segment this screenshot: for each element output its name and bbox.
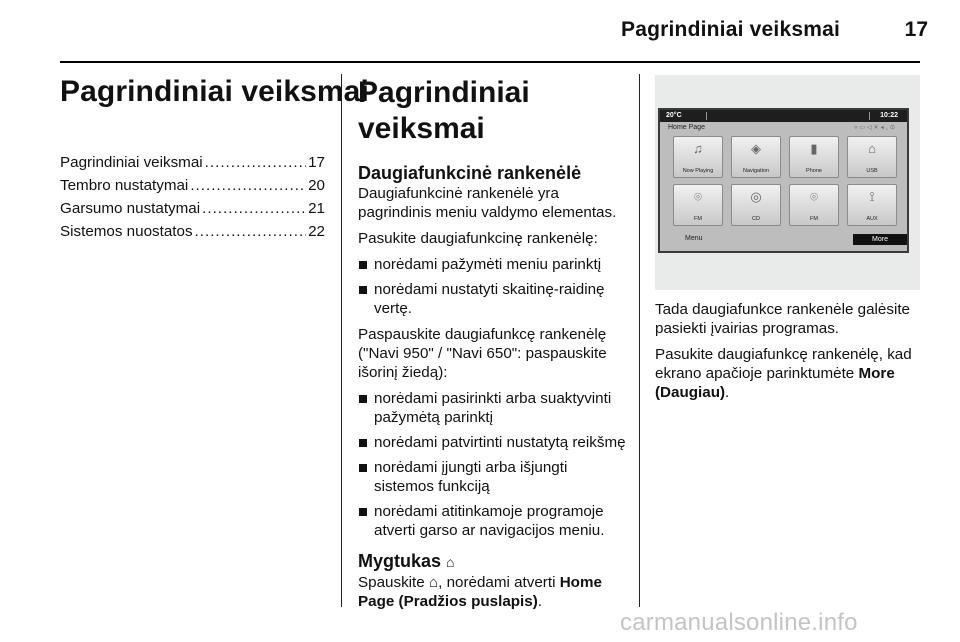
right-column: [655, 300, 927, 409]
toc-entry[interactable]: Pagrindiniai veiksmai ..... 17: [60, 151, 325, 174]
paragraph: Tada daugiafunkce rankenėle galėsite pasiekti įvairias programas.: [655, 301, 910, 337]
menu-button[interactable]: Menu: [685, 235, 703, 242]
tile-now-playing[interactable]: ♫ Now Playing: [673, 136, 723, 178]
tile-aux[interactable]: ⟟ AUX: [847, 184, 897, 226]
toc-entry[interactable]: Sistemos nuostatos ..... 22: [60, 220, 325, 243]
more-button[interactable]: More: [853, 234, 907, 245]
section-heading: Mygtukas ⌂: [358, 551, 455, 571]
list-item: norėdami pasirinkti arba suaktyvinti pažymėtą parinktį: [358, 389, 630, 427]
table-of-contents: [60, 151, 325, 243]
header-rule: [60, 61, 920, 63]
main-column: [358, 75, 630, 618]
paragraph: Spauskite ⌂, norėdami atverti Home Page (Pradžios puslapis).: [358, 574, 602, 610]
page-number: 17: [904, 18, 928, 41]
temperature-readout: 20°C: [666, 112, 682, 119]
radio-icon: ⌾: [810, 189, 818, 204]
tile-phone[interactable]: ▮ Phone: [789, 136, 839, 178]
list-item: norėdami pažymėti meniu parinktį: [358, 255, 630, 274]
paragraph: Daugiafunkcinė rankenėlė yra pagrindinis meniu valdymo elementas.: [358, 185, 617, 221]
cd-icon: ◎: [750, 189, 762, 204]
paragraph: Paspauskite daugiafunkcę rankenėlę ("Navi 950" / "Navi 650": paspauskite išorinį žiedą):: [358, 326, 607, 381]
list-item: norėdami nustatyti skaitinę-raidinę vertę.: [358, 280, 630, 318]
home-icon: ⌂: [428, 574, 439, 591]
status-icons: ▿▭◁✕◂◟⊙: [854, 125, 897, 131]
page-header-title: Pagrindiniai veiksmai: [621, 18, 840, 41]
toc-entry[interactable]: Tembro nustatymai ..... 20: [60, 174, 325, 197]
tile-fm-2[interactable]: ⌾ FM: [789, 184, 839, 226]
status-bar: [660, 110, 907, 122]
tile-cd[interactable]: ◎ CD: [731, 184, 781, 226]
list-item: norėdami įjungti arba išjungti sistemos funkciją: [358, 458, 630, 496]
tile-fm[interactable]: ⌾ FM: [673, 184, 723, 226]
map-icon: ◈: [751, 141, 761, 156]
aux-icon: ⟟: [869, 189, 875, 204]
bullet-list: [358, 389, 630, 540]
toc-entry[interactable]: Garsumo nustatymai ..... 21: [60, 197, 325, 220]
paragraph: Pasukite daugiafunkcę rankenėlę, kad ekrano apačioje parinktumėte More (Daugiau).: [655, 346, 912, 401]
chapter-title: Pagrindiniai veiksmai: [60, 75, 369, 108]
section-heading: Daugiafunkcinė rankenėlė: [358, 163, 582, 183]
phone-icon: ▮: [810, 141, 818, 156]
tile-usb[interactable]: ⌂ USB: [847, 136, 897, 178]
list-item: norėdami atitinkamoje programoje atverti garso ar navigacijos meniu.: [358, 502, 630, 540]
paragraph: Pasukite daugiafunkcinę rankenėlę:: [358, 230, 598, 247]
column-divider: [639, 74, 640, 607]
clock: 10:22: [880, 112, 898, 119]
home-icon: ⌂: [446, 554, 455, 570]
music-note-icon: ♫: [693, 141, 703, 156]
section-title: Pagrindiniai veiksmai: [358, 76, 530, 145]
infotainment-screen-figure: [655, 75, 920, 290]
display-screen: [658, 108, 909, 253]
bullet-list: [358, 255, 630, 318]
column-divider: [341, 74, 342, 607]
tile-navigation[interactable]: ◈ Navigation: [731, 136, 781, 178]
watermark: carmanualsonline.info: [620, 609, 858, 636]
list-item: norėdami patvirtinti nustatytą reikšmę: [358, 433, 630, 452]
usb-icon: ⌂: [868, 141, 876, 156]
screen-page-label: Home Page: [668, 124, 705, 131]
radio-icon: ⌾: [694, 189, 702, 204]
